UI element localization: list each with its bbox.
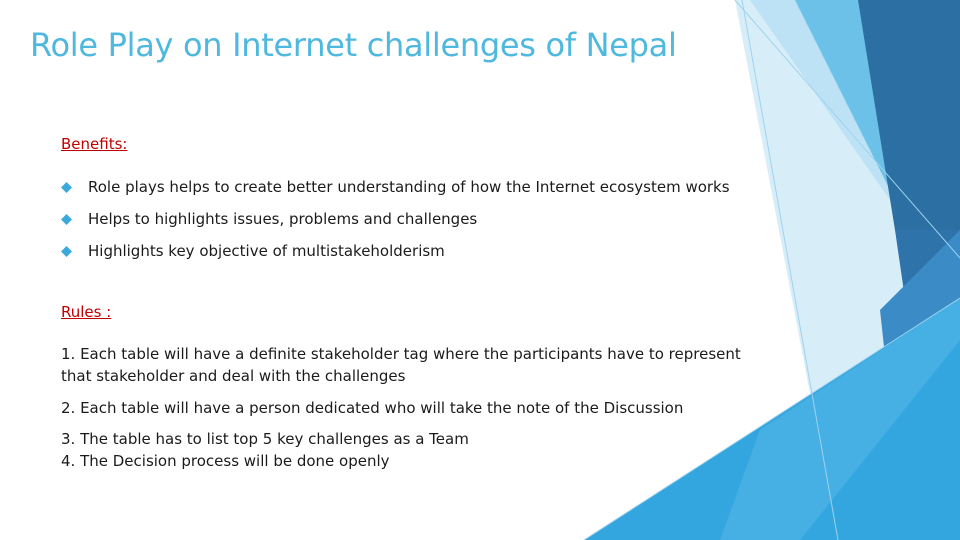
benefits-list (61, 176, 741, 262)
benefit-item (61, 208, 741, 230)
slide-body (61, 133, 741, 472)
benefit-item (61, 240, 741, 262)
benefit-text: Highlights key objective of multistakeholderism (88, 242, 445, 260)
benefits-heading: Benefits: (61, 135, 128, 153)
diamond-bullet-icon (61, 214, 72, 225)
benefit-item (61, 176, 741, 198)
slide-title: Role Play on Internet challenges of Nepal (30, 26, 677, 64)
rule-item: 2. Each table will have a person dedicated who will take the note of the Discussion (61, 399, 684, 417)
rules-list (61, 343, 741, 472)
rule-item: 4. The Decision process will be done openly (61, 452, 390, 470)
diamond-bullet-icon (61, 182, 72, 193)
rule-item: 1. Each table will have a definite stakeholder tag where the participants have to represent that stakeholder and deal with the challenges (61, 345, 741, 385)
rules-heading: Rules : (61, 303, 112, 321)
diamond-bullet-icon (61, 246, 72, 257)
benefit-text: Helps to highlights issues, problems and challenges (88, 210, 478, 228)
rule-item: 3. The table has to list top 5 key challenges as a Team (61, 430, 469, 448)
benefit-text: Role plays helps to create better understanding of how the Internet ecosystem works (88, 178, 730, 196)
